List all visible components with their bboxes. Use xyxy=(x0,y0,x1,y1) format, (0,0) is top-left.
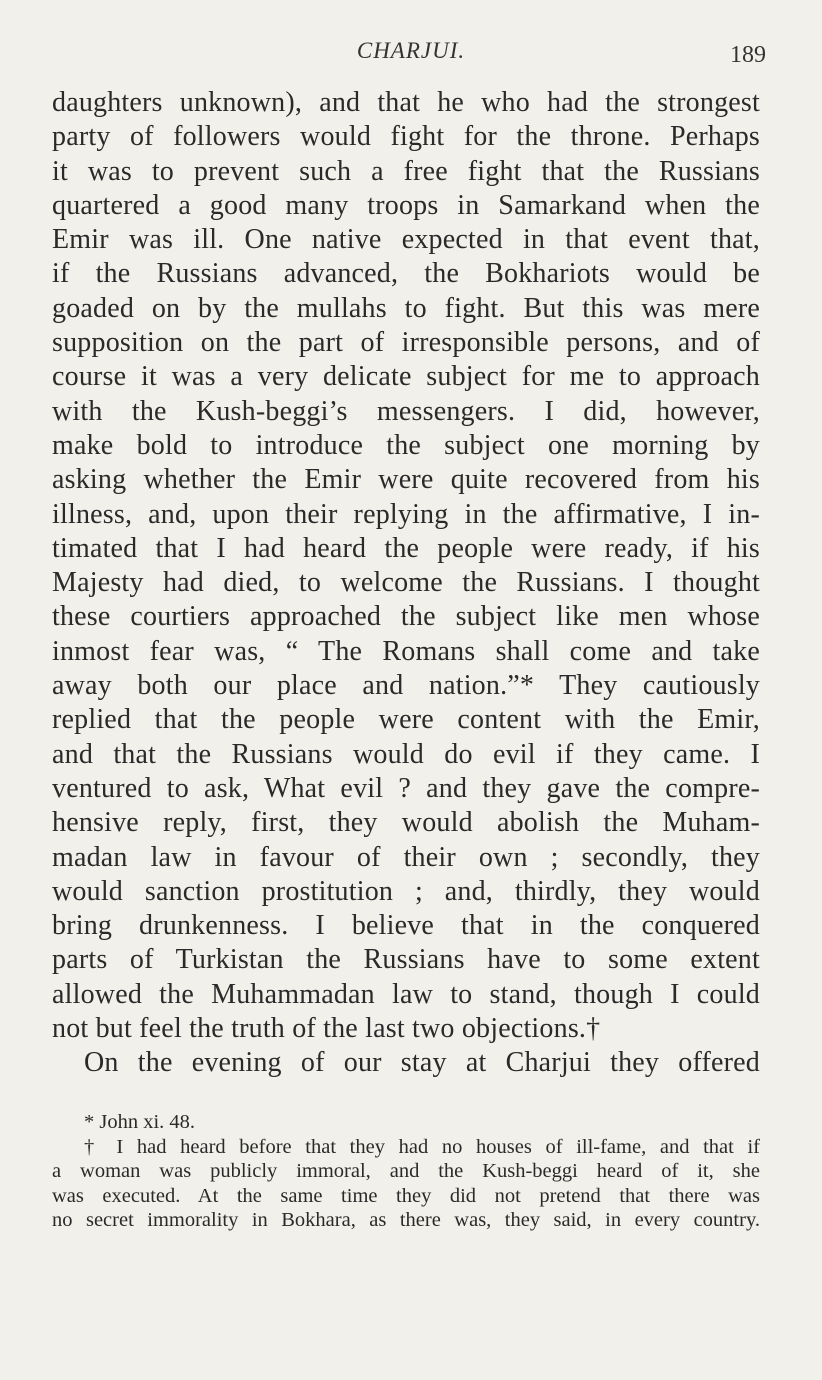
paragraph-start-line: On the evening of our stay at Charjui they offered xyxy=(84,1047,760,1079)
text-line: if the Russians advanced, the Bokhariots would be xyxy=(52,258,760,290)
running-head xyxy=(0,38,822,78)
footnote-line: † I had heard before that they had no houses of ill-fame, and that if xyxy=(84,1135,760,1158)
text-line: Emir was ill. One native expected in that event that, xyxy=(52,224,760,256)
text-line: away both our place and nation.”* They cautiously xyxy=(52,670,760,702)
text-line: hensive reply, first, they would abolish the Muham- xyxy=(52,807,760,839)
text-line: quartered a good many troops in Samarkand when the xyxy=(52,189,760,221)
text-line: ventured to ask, What evil ? and they gave the compre- xyxy=(52,772,760,804)
footnotes xyxy=(52,1110,760,1233)
text-line: timated that I had heard the people were ready, if his xyxy=(52,532,760,564)
text-line: bring drunkenness. I believe that in the conquered xyxy=(52,910,760,942)
footnote-line: was executed. At the same time they did not pretend that there was xyxy=(52,1184,760,1207)
text-line: allowed the Muhammadan law to stand, though I could xyxy=(52,978,760,1010)
page-number: 189 xyxy=(730,42,766,68)
footnote-line: no secret immorality in Bokhara, as there was, they said, in every country. xyxy=(52,1209,760,1231)
text-line: not but feel the truth of the last two objections.† xyxy=(52,1013,601,1045)
text-line: would sanction prostitution ; and, thirdly, they would xyxy=(52,875,760,907)
text-line: with the Kush-beggi’s messengers. I did, however, xyxy=(52,395,760,427)
text-line: daughters unknown), and that he who had the strongest xyxy=(52,87,760,118)
text-line: Majesty had died, to welcome the Russians. I thought xyxy=(52,567,760,599)
footnote-line: * John xi. 48. xyxy=(84,1111,196,1133)
text-line: these courtiers approached the subject like men whose xyxy=(52,601,760,633)
text-line: replied that the people were content with the Emir, xyxy=(52,704,760,736)
text-line: goaded on by the mullahs to fight. But this was mere xyxy=(52,292,760,324)
text-line: it was to prevent such a free fight that the Russians xyxy=(52,155,760,187)
text-line: asking whether the Emir were quite recovered from his xyxy=(52,464,760,496)
main-text xyxy=(52,86,760,1081)
text-line: inmost fear was, “ The Romans shall come and take xyxy=(52,635,760,667)
text-line: madan law in favour of their own ; secondly, they xyxy=(52,841,760,873)
running-title: CHARJUI. xyxy=(356,38,466,63)
text-line: illness, and, upon their replying in the affirmative, I in- xyxy=(52,498,760,530)
footnote-line: a woman was publicly immoral, and the Kush-beggi heard of it, she xyxy=(52,1160,760,1182)
text-line: and that the Russians would do evil if they came. I xyxy=(52,738,760,770)
text-line: course it was a very delicate subject for me to approach xyxy=(52,361,760,393)
text-line: parts of Turkistan the Russians have to some extent xyxy=(52,944,760,976)
text-line: make bold to introduce the subject one morning by xyxy=(52,429,760,461)
text-line: party of followers would fight for the throne. Perhaps xyxy=(52,121,760,153)
text-line: supposition on the part of irresponsible persons, and of xyxy=(52,327,760,359)
